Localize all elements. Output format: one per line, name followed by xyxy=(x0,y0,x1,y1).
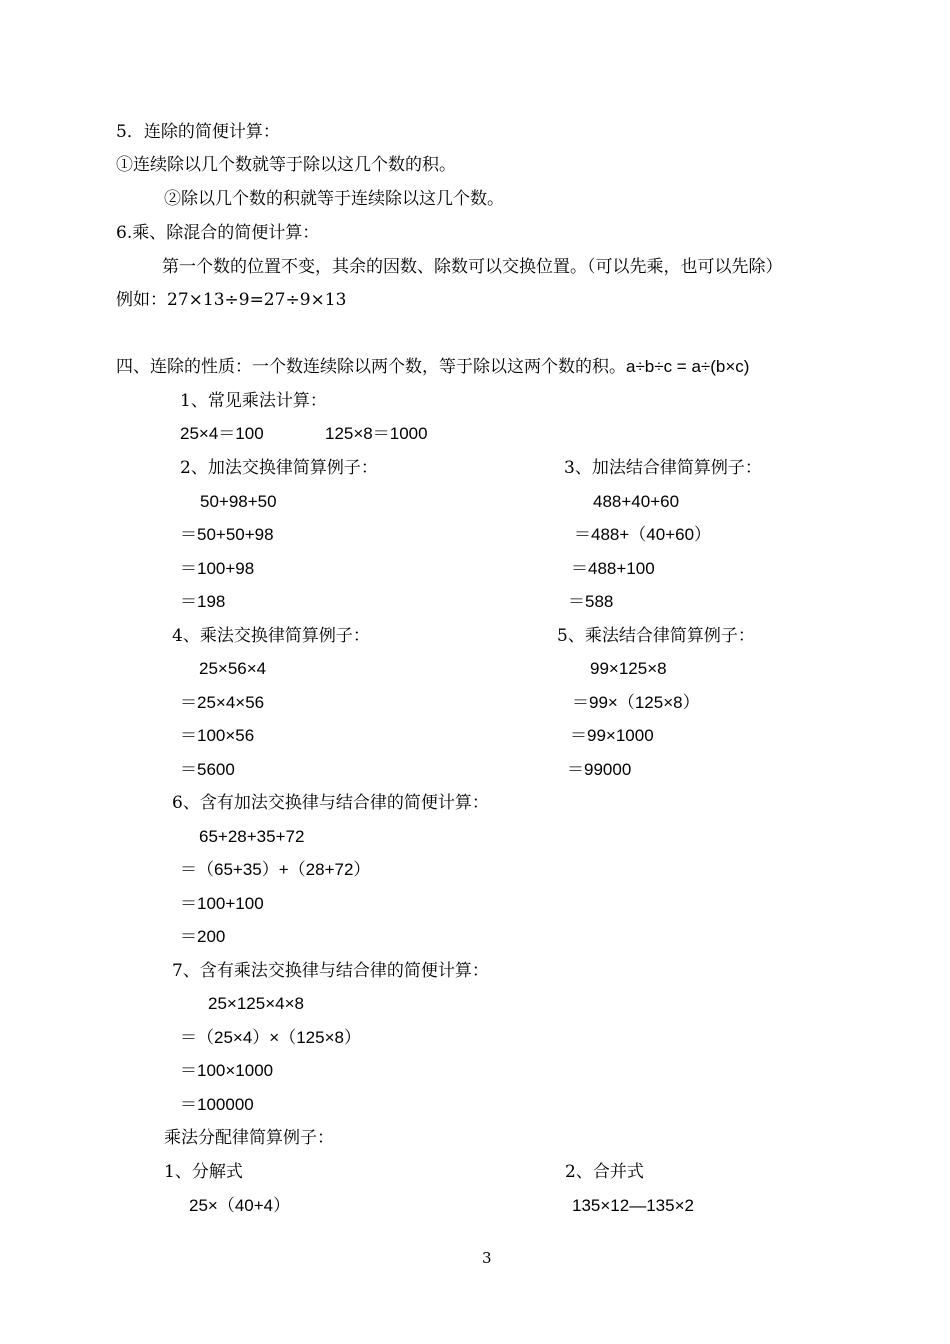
mult-mixed-heading: 7、含有乘法交换律与结合律的简便计算： xyxy=(172,961,489,981)
mult-comm-line: 25×56×4 xyxy=(199,659,267,678)
division-property-text: 四、连除的性质：一个数连续除以两个数，等于除以这两个数的积。 xyxy=(116,357,626,377)
section-6-rule: 第一个数的位置不变，其余的因数、除数可以交换位置。（可以先乘，也可以先除） xyxy=(162,257,783,277)
add-comm-line: 50+98+50 xyxy=(200,492,277,511)
mult-assoc-heading: 5、乘法结合律简算例子： xyxy=(557,626,755,646)
section-6-heading: 6.乘、除混合的简便计算： xyxy=(116,223,320,243)
add-comm-line: ＝198 xyxy=(180,592,226,611)
add-mixed-line: ＝100+100 xyxy=(180,894,264,913)
mult-comm-heading: 4、乘法交换律简算例子： xyxy=(172,626,370,646)
distributive-left-heading: 1、分解式 xyxy=(164,1162,243,1182)
add-comm-line: ＝100+98 xyxy=(180,559,255,578)
distributive-heading: 乘法分配律简算例子： xyxy=(164,1128,334,1148)
mult-assoc-line: ＝99×1000 xyxy=(570,726,654,745)
add-mixed-line: 65+28+35+72 xyxy=(199,827,305,846)
mult-mixed-line: 25×125×4×8 xyxy=(208,994,304,1013)
add-assoc-line: ＝588 xyxy=(568,592,614,611)
add-mixed-line: ＝（65+35）+（28+72） xyxy=(180,860,371,879)
add-assoc-line: ＝488+100 xyxy=(571,559,655,578)
common-mult-heading: 1、常见乘法计算： xyxy=(180,391,327,411)
common-mult-eq-1: 25×4＝100 xyxy=(180,424,264,443)
distributive-right-heading: 2、合并式 xyxy=(565,1162,644,1182)
division-property-formula: a÷b÷c = a÷(b×c) xyxy=(626,357,750,376)
mult-mixed-line: ＝（25×4）×（125×8） xyxy=(180,1028,361,1047)
mult-assoc-line: 99×125×8 xyxy=(590,659,667,678)
mult-assoc-line: ＝99000 xyxy=(567,760,632,779)
common-mult-eq-2: 125×8＝1000 xyxy=(325,424,428,443)
add-assoc-heading: 3、加法结合律简算例子： xyxy=(564,458,762,478)
mult-mixed-line: ＝100000 xyxy=(180,1095,254,1114)
add-mixed-heading: 6、含有加法交换律与结合律的简便计算： xyxy=(172,793,489,813)
section-6-example: 例如：27×13÷9=27÷9×13 xyxy=(116,290,347,310)
add-mixed-line: ＝200 xyxy=(180,927,226,946)
section-5-heading: 5．连除的简便计算： xyxy=(116,122,280,142)
page-number: 3 xyxy=(482,1249,492,1267)
add-comm-line: ＝50+50+98 xyxy=(180,525,274,544)
mult-mixed-line: ＝100×1000 xyxy=(180,1061,274,1080)
division-property xyxy=(116,356,749,378)
mult-assoc-line: ＝99×（125×8） xyxy=(572,693,700,712)
section-5-rule-1: ①连续除以几个数就等于除以这几个数的积。 xyxy=(116,155,456,175)
distributive-right-expression: 135×12—135×2 xyxy=(572,1196,694,1215)
mult-comm-line: ＝5600 xyxy=(180,760,235,779)
mult-comm-line: ＝100×56 xyxy=(180,726,255,745)
mult-comm-line: ＝25×4×56 xyxy=(180,693,265,712)
add-assoc-line: ＝488+（40+60） xyxy=(574,525,712,544)
add-comm-heading: 2、加法交换律简算例子： xyxy=(180,458,378,478)
add-assoc-line: 488+40+60 xyxy=(593,492,680,511)
section-5-rule-2: ②除以几个数的积就等于连续除以这几个数。 xyxy=(164,189,504,209)
distributive-left-expression: 25×（40+4） xyxy=(189,1196,291,1215)
